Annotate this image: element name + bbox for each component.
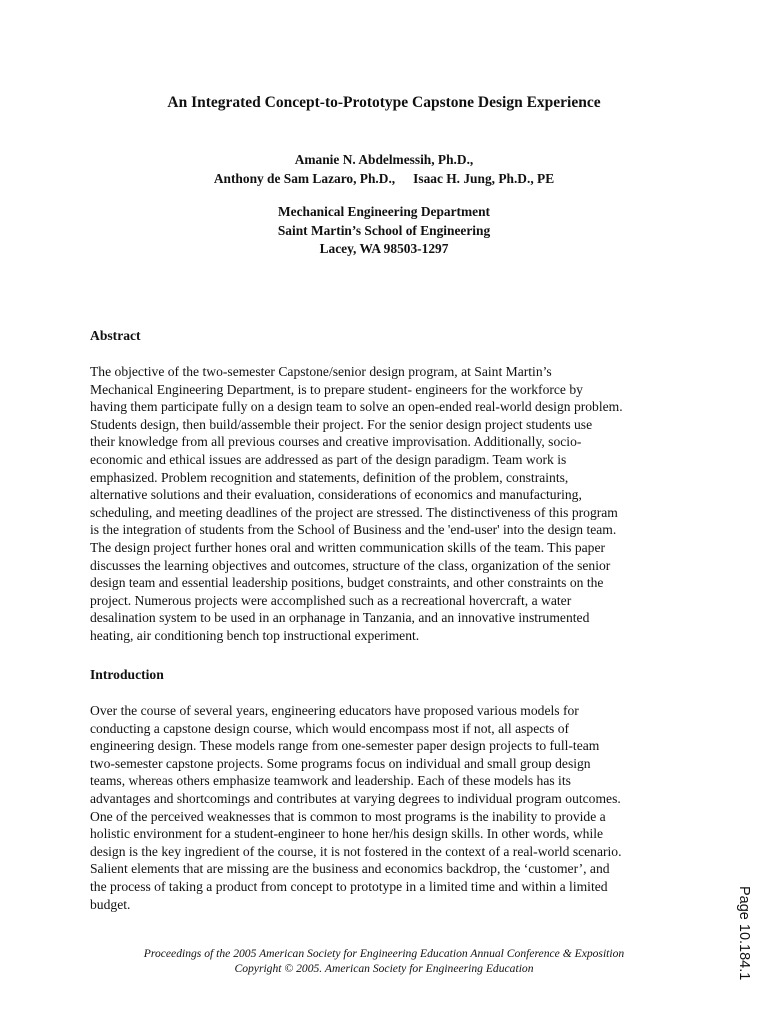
introduction-line: conducting a capstone design course, which would encompass most if not, all aspects of [90, 720, 570, 736]
author-3: Isaac H. Jung, Ph.D., PE [413, 171, 555, 186]
abstract-line: is the integration of students from the School of Business and the 'end-user' into the design team. [90, 522, 617, 538]
abstract-line: The objective of the two-semester Capstone/senior design program, at Saint Martin’s [90, 364, 552, 379]
affiliation-block [0, 203, 768, 259]
page-number-label: Page 10.184.1 [736, 886, 752, 981]
abstract-heading: Abstract [90, 328, 141, 343]
introduction-line: design is the key ingredient of the course, it is not fostered in the context of a real-world scenario. [90, 843, 622, 859]
introduction-body [90, 702, 684, 913]
introduction-line: One of the perceived weaknesses that is common to most programs is the inability to provide a [90, 808, 606, 824]
abstract-line: emphasized. Problem recognition and statements, definition of the problem, constraints, [90, 469, 569, 485]
introduction-line: advantages and shortcomings and contributes at varying degrees to individual program outcomes. [90, 790, 621, 806]
affiliation-address: Lacey, WA 98503-1297 [319, 241, 449, 256]
introduction-line: engineering design. These models range from one-semester paper design projects to full-team [90, 738, 600, 754]
author-line-2 [0, 169, 768, 188]
abstract-line: The design project further hones oral and written communication skills of the team. This paper [90, 539, 606, 555]
footer-copyright-line: Copyright © 2005. American Society for Engineering Education [234, 962, 534, 975]
abstract-line: design team and essential leadership positions, budget constraints, and other constraints on the [90, 575, 604, 591]
footer-proceedings-line: Proceedings of the 2005 American Society for Engineering Education Annual Conference & Exposition [143, 947, 625, 960]
abstract-line: desalination system to be used in an orphanage in Tanzania, and an innovative instrumented [90, 610, 590, 626]
abstract-line: scheduling, and meeting deadlines of the project are stressed. The distinctiveness of this program [90, 504, 618, 520]
introduction-heading: Introduction [90, 667, 164, 682]
introduction-line: budget. [90, 896, 131, 912]
proceedings-footer [0, 946, 768, 976]
introduction-line: Salient elements that are missing are the business and economics backdrop, the ‘customer’, and [90, 861, 610, 877]
author-line-1: Amanie N. Abdelmessih, Ph.D., [294, 152, 474, 167]
abstract-line: Students design, then build/assemble their project. For the senior design project students use [90, 416, 593, 432]
author-2: Anthony de Sam Lazaro, Ph.D., [213, 171, 396, 186]
abstract-body [90, 363, 684, 645]
affiliation-school: Saint Martin’s School of Engineering [277, 222, 491, 238]
abstract-line: heating, air conditioning bench top instructional experiment. [90, 627, 420, 643]
affiliation-department: Mechanical Engineering Department [278, 204, 490, 219]
introduction-line: teams, whereas others emphasize teamwork and leadership. Each of these models has its [90, 773, 571, 789]
author-block [0, 150, 768, 188]
abstract-line: their knowledge from all previous courses and creative improvisation. Additionally, socio- [90, 434, 582, 450]
abstract-line: Mechanical Engineering Department, is to prepare student- engineers for the workforce by [90, 381, 583, 397]
introduction-line: holistic environment for a student-engineer to hone her/his design skills. In other words, while [90, 826, 604, 842]
abstract-line: alternative solutions and their evaluation, considerations of economics and manufacturing, [90, 487, 582, 503]
paper-title: An Integrated Concept-to-Prototype Capstone Design Experience [167, 94, 601, 111]
abstract-line: having them participate fully on a design team to solve an open-ended real-world design problem. [90, 399, 623, 415]
abstract-line: project. Numerous projects were accomplished such as a recreational hovercraft, a water [90, 592, 572, 608]
introduction-line: two-semester capstone projects. Some programs focus on individual and small group design [90, 755, 591, 771]
introduction-line: the process of taking a product from concept to prototype in a limited time and within a limited [90, 878, 608, 894]
abstract-line: economic and ethical issues are addressed as part of the design paradigm. Team work is [90, 451, 567, 467]
page-number-sidebar [737, 886, 767, 996]
abstract-line: discusses the learning objectives and outcomes, structure of the class, organization of the senior [90, 557, 611, 573]
introduction-line: Over the course of several years, engineering educators have proposed various models for [90, 703, 579, 718]
